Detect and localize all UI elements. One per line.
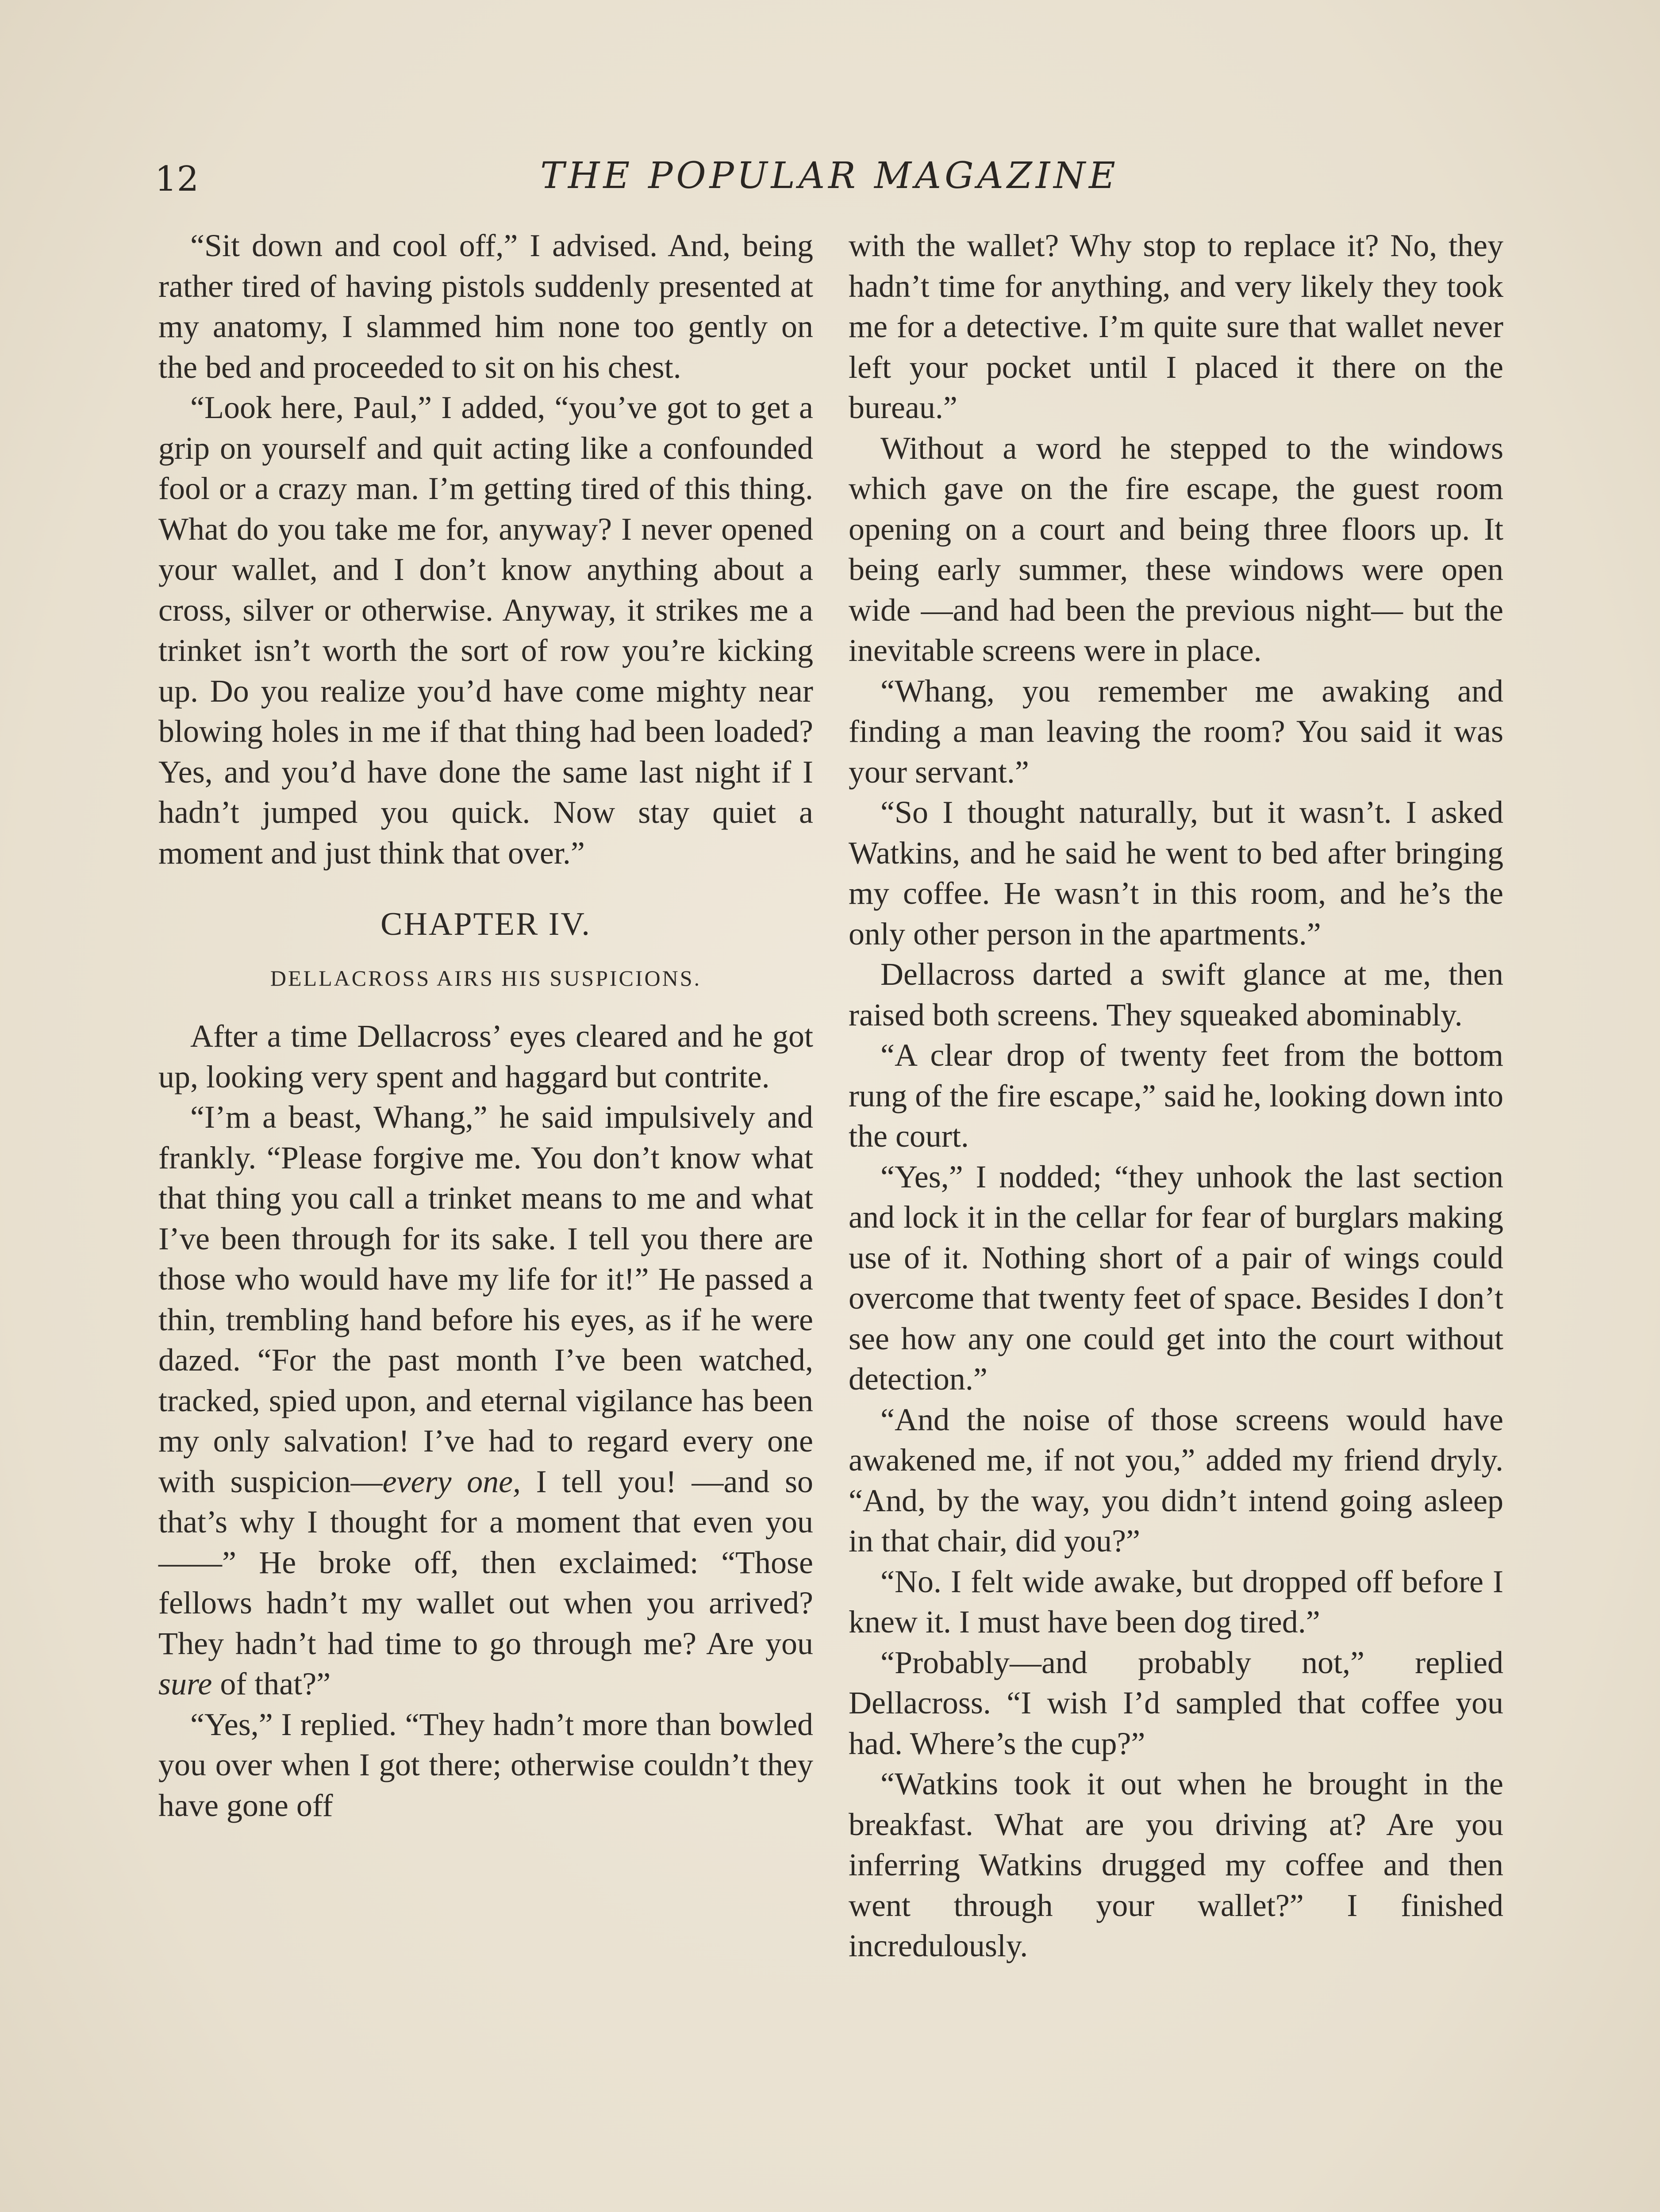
paragraph: “Sit down and cool off,” I advised. And, being rather tired of having pistols suddenly presented at my anatomy, I slammed him none too gently on the bed and proceeded to sit on his chest.	[158, 228, 813, 385]
paragraph: After a time Dellacross’ eyes cleared and he got up, looking very spent and haggard but contrite.	[158, 1018, 813, 1094]
paragraph: “Whang, you remember me awaking and finding a man leaving the room? You said it was your servant.”	[849, 673, 1503, 790]
chapter-subtitle: DELLACROSS AIRS HIS SUSPICIONS.	[270, 965, 702, 991]
paragraph: Dellacross darted a swift glance at me, then raised both screens. They squeaked abominably.	[849, 956, 1503, 1033]
paragraph: “Look here, Paul,” I added, “you’ve got to get a grip on yourself and quit acting like a confounded fool or a crazy man. I’m getting tired of this thing. What do you take me for, anyway? I never opened your wallet, and I don’t know anything about a cross, silver or otherwise. Anyway, it strikes me a trinket isn’t worth the sort of row you’re kicking up. Do you realize you’d have come mighty near blowing holes in me if that thing had been loaded? Yes, and you’d have done the same last night if I hadn’t jumped you quick. Now stay quiet a moment and just think that over.”	[158, 390, 813, 871]
paragraph-text: “I’m a beast, Whang,” he said impulsively and frankly. “Please forgive me. You don’t know what that thing you call a trinket means to me and what I’ve been through for its sake. I tell you there are those who would have my life for it!” He passed a thin, trembling hand before his eyes, as if he were dazed. “For the past month I’ve been watched, tracked, spied upon, and eternal vigilance has been my only salvation! I’ve had to regard every one with suspicion—	[158, 1099, 813, 1499]
right-column	[849, 226, 1503, 1966]
page-header	[155, 150, 1504, 204]
page-number: 12	[155, 159, 199, 199]
paragraph: “Probably—and probably not,” replied Dellacross. “I wish I’d sampled that coffee you had. Where’s the cup?”	[849, 1644, 1503, 1761]
paragraph: “And the noise of those screens would have awakened me, if not you,” added my friend dryly. “And, by the way, you didn’t intend going asleep in that chair, did you?”	[849, 1402, 1503, 1559]
paragraph	[158, 1097, 813, 1705]
paragraph: “Yes,” I nodded; “they unhook the last section and lock it in the cellar for fear of burglars making use of it. Nothing short of a pair of wings could overcome that twenty feet of space. Besides I don’t see how any one could get into the court without detection.”	[849, 1159, 1503, 1397]
paragraph: “Yes,” I replied. “They hadn’t more than bowled you over when I got there; otherwise couldn’t they have gone off	[158, 1706, 813, 1823]
left-column	[158, 226, 813, 1826]
paragraph-text: I tell you! —and so that’s why I thought for a moment that even you——” He broke off, then exclaimed: “Those fellows hadn’t my wallet out when you arrived? They hadn’t had time to go through me? Are you	[158, 1463, 813, 1661]
emphasis-text: sure	[158, 1666, 212, 1701]
paragraph: “Watkins took it out when he brought in the breakfast. What are you driving at? Are you inferring Watkins drugged my coffee and then went through your wallet?” I finished incredulously.	[849, 1766, 1503, 1963]
chapter-title: CHAPTER IV.	[380, 906, 591, 942]
paragraph: with the wallet? Why stop to replace it? No, they hadn’t time for anything, and very likely they took me for a detective. I’m quite sure that wallet never left your pocket until I placed it there on the bureau.”	[849, 228, 1503, 425]
emphasis-text: every one,	[382, 1463, 521, 1499]
paragraph: Without a word he stepped to the windows which gave on the fire escape, the guest room opening on a court and being three floors up. It being early summer, these windows were open wide —and had been the previous night— but the inevitable screens were in place.	[849, 430, 1503, 668]
paragraph: “A clear drop of twenty feet from the bottom rung of the fire escape,” said he, looking down into the court.	[849, 1037, 1503, 1154]
paragraph: “No. I felt wide awake, but dropped off before I knew it. I must have been dog tired.”	[849, 1563, 1503, 1640]
paragraph: “So I thought naturally, but it wasn’t. I asked Watkins, and he said he went to bed after bringing my coffee. He wasn’t in this room, and he’s the only other person in the apartments.”	[849, 795, 1503, 952]
paragraph-text: of that?”	[212, 1666, 331, 1701]
running-head: THE POPULAR MAGAZINE	[540, 155, 1119, 197]
